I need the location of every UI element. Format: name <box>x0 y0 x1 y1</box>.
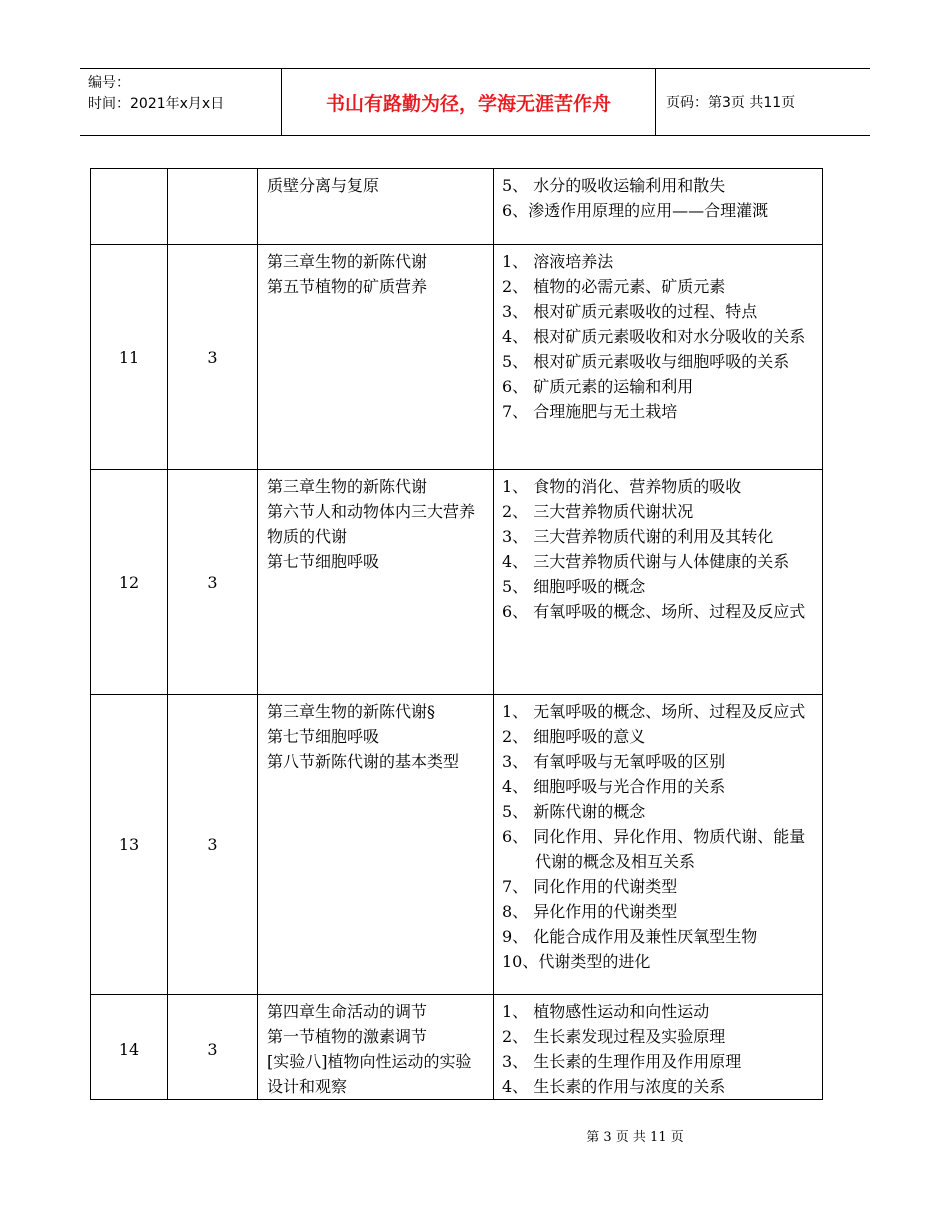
content-item: 5、 根对矿质元素吸收与细胞呼吸的关系 <box>502 352 790 371</box>
hours-cell: 3 <box>168 470 258 695</box>
topic-line: 第三章生物的新陈代谢§ <box>267 702 436 721</box>
content-item: 4、 三大营养物质代谢与人体健康的关系 <box>502 552 790 571</box>
content-item: 5、 新陈代谢的概念 <box>502 802 646 821</box>
hours-cell: 3 <box>168 695 258 995</box>
topic-line: 第三章生物的新陈代谢 <box>267 477 428 496</box>
week-number-cell <box>91 169 168 245</box>
topic-line: 第八节新陈代谢的基本类型 <box>267 752 460 771</box>
table-row <box>91 169 823 245</box>
content-item: 9、 化能合成作用及兼性厌氧型生物 <box>502 927 758 946</box>
content-cell <box>494 995 823 1100</box>
topic-cell <box>258 245 494 470</box>
week-number-cell: 13 <box>91 695 168 995</box>
content-item: 3、 生长素的生理作用及作用原理 <box>502 1052 742 1071</box>
week-number-cell: 14 <box>91 995 168 1100</box>
content-item: 4、 根对矿质元素吸收和对水分吸收的关系 <box>502 327 806 346</box>
topic-cell <box>258 169 494 245</box>
content-item: 6、 矿质元素的运输和利用 <box>502 377 694 396</box>
page-header <box>80 68 870 136</box>
content-item: 4、 细胞呼吸与光合作用的关系 <box>502 777 726 796</box>
content-item: 6、 同化作用、异化作用、物质代谢、能量代谢的概念及相互关系 <box>502 827 806 871</box>
content-item: 1、 植物感性运动和向性运动 <box>502 1002 710 1021</box>
content-item: 6、渗透作用原理的应用——合理灌溉 <box>502 201 769 220</box>
table-row <box>91 995 823 1100</box>
topic-line: 第一节植物的激素调节 <box>267 1027 428 1046</box>
time-label: 时间：2021年x月x日 <box>88 96 225 112</box>
topic-line: 第五节植物的矿质营养 <box>267 277 428 296</box>
content-item: 4、 生长素的作用与浓度的关系 <box>502 1077 726 1096</box>
content-item: 2、 细胞呼吸的意义 <box>502 727 646 746</box>
topic-line: 第三章生物的新陈代谢 <box>267 252 428 271</box>
content-item: 1、 溶液培养法 <box>502 252 614 271</box>
topic-line: 质壁分离与复原 <box>267 176 380 195</box>
hours-cell: 3 <box>168 245 258 470</box>
topic-line: 第七节细胞呼吸 <box>267 552 380 571</box>
topic-line: 第四章生命活动的调节 <box>267 1002 428 1021</box>
page-footer: 第 3 页 共 11 页 <box>586 1130 684 1145</box>
content-item: 8、 异化作用的代谢类型 <box>502 902 678 921</box>
header-motto: 书山有路勤为径，学海无涯苦作舟 <box>282 69 656 135</box>
content-item: 7、 同化作用的代谢类型 <box>502 877 678 896</box>
syllabus-table <box>90 168 823 1100</box>
week-number-cell: 12 <box>91 470 168 695</box>
hours-cell: 3 <box>168 995 258 1100</box>
content-item: 5、 水分的吸收运输利用和散失 <box>502 176 726 195</box>
content-item: 2、 植物的必需元素、矿质元素 <box>502 277 726 296</box>
content-item: 3、 有氧呼吸与无氧呼吸的区别 <box>502 752 726 771</box>
topic-cell <box>258 695 494 995</box>
content-item: 5、 细胞呼吸的概念 <box>502 577 646 596</box>
topic-cell <box>258 995 494 1100</box>
table-row <box>91 245 823 470</box>
topic-line: [实验八]植物向性运动的实验设计和观察 <box>267 1052 472 1096</box>
syllabus-table-body <box>91 169 823 1100</box>
header-page-code: 页码：第3页 共11页 <box>666 95 796 111</box>
content-item: 3、 根对矿质元素吸收的过程、特点 <box>502 302 758 321</box>
content-item: 2、 生长素发现过程及实验原理 <box>502 1027 726 1046</box>
content-item: 2、 三大营养物质代谢状况 <box>502 502 694 521</box>
content-cell <box>494 245 823 470</box>
header-meta <box>80 69 282 135</box>
serial-label: 编号： <box>88 75 130 91</box>
content-item: 3、 三大营养物质代谢的利用及其转化 <box>502 527 774 546</box>
table-row <box>91 695 823 995</box>
content-item: 6、 有氧呼吸的概念、场所、过程及反应式 <box>502 602 806 621</box>
week-number-cell: 11 <box>91 245 168 470</box>
content-cell <box>494 470 823 695</box>
content-item: 1、 无氧呼吸的概念、场所、过程及反应式 <box>502 702 806 721</box>
topic-line: 第七节细胞呼吸 <box>267 727 380 746</box>
content-cell <box>494 169 823 245</box>
table-row <box>91 470 823 695</box>
hours-cell <box>168 169 258 245</box>
topic-line: 第六节人和动物体内三大营养物质的代谢 <box>267 502 476 546</box>
content-cell <box>494 695 823 995</box>
content-item: 7、 合理施肥与无土栽培 <box>502 402 678 421</box>
topic-cell <box>258 470 494 695</box>
content-item: 10、代谢类型的进化 <box>502 952 651 971</box>
content-item: 1、 食物的消化、营养物质的吸收 <box>502 477 742 496</box>
